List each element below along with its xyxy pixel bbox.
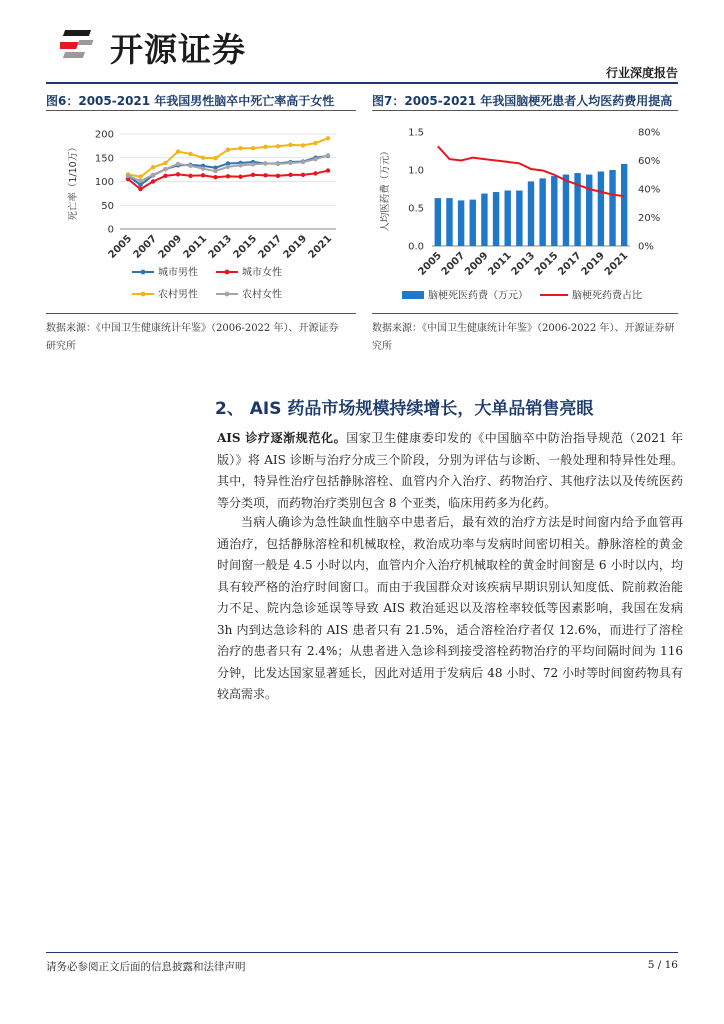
data-point — [238, 163, 242, 167]
x-tick-label: 2005 — [416, 250, 444, 278]
bar — [621, 164, 627, 246]
y-tick-label: 150 — [94, 153, 114, 165]
figure6-title: 图6：2005-2021 年我国男性脑卒中死亡率高于女性 — [46, 94, 335, 108]
x-tick-label: 2017 — [256, 233, 285, 261]
data-point — [326, 136, 330, 140]
bar — [528, 181, 534, 246]
legend-swatch — [402, 291, 424, 299]
data-point — [313, 141, 317, 145]
y-tick-label: 1.0 — [408, 165, 424, 177]
data-point — [263, 161, 267, 165]
data-point — [288, 143, 292, 147]
figure7-source: 数据来源：《中国卫生健康统计年鉴》（2006-2022 年）、开源证券研究所 — [372, 323, 675, 352]
y-tick-label: 50 — [101, 200, 114, 212]
data-point — [138, 175, 142, 179]
x-tick-label: 2011 — [181, 233, 210, 261]
report-type-label: 行业深度报告 — [605, 66, 678, 80]
paragraph-1 — [217, 428, 683, 514]
bar — [470, 200, 476, 246]
data-point — [151, 179, 155, 183]
legend-marker — [225, 270, 230, 275]
data-point — [201, 173, 205, 177]
logo-mark-icon — [60, 30, 93, 58]
x-tick-label: 2015 — [231, 233, 260, 261]
data-point — [288, 173, 292, 177]
legend-marker — [141, 292, 146, 297]
bar — [551, 176, 557, 246]
y-tick-label: 200 — [94, 129, 114, 141]
data-point — [238, 175, 242, 179]
legend-label: 农村女性 — [242, 289, 282, 301]
paragraph-1-body: 国家卫生健康委印发的《中国脑卒中防治指导规范（2021 年版）》将 AIS 诊断与治疗分成三个阶段，分别为评估与诊断、一般处理和特异性处理。其中，特异性治疗包括静脉溶栓、血管内介入治疗、药物治疗、其他疗法以及传统医药等分类项，而药物治疗类别包含 8 个亚类，临床用药多为化药。 — [217, 431, 683, 510]
y2-tick-label: 60% — [638, 156, 661, 167]
data-point — [176, 172, 180, 176]
y2-tick-label: 40% — [638, 184, 661, 196]
figure7-title: 图7：2005-2021 年我国脑梗死患者人均医药费用提高 — [372, 94, 673, 108]
x-tick-label: 2013 — [509, 250, 538, 278]
bar — [609, 170, 615, 246]
data-point — [188, 164, 192, 168]
x-tick-label: 2021 — [306, 233, 335, 261]
y-tick-label: 1.5 — [408, 127, 424, 139]
x-tick-label: 2009 — [463, 250, 491, 278]
data-point — [201, 166, 205, 170]
figure6-top-rule — [46, 110, 356, 111]
data-point — [326, 153, 330, 157]
data-point — [238, 146, 242, 150]
figure7-top-rule — [372, 110, 678, 111]
company-name: 开源证券 — [110, 30, 246, 69]
data-point — [151, 173, 155, 177]
data-point — [276, 144, 280, 148]
bar — [598, 172, 604, 246]
figure6-source: 数据来源：《中国卫生健康统计年鉴》（2006-2022 年）、开源证券研究所 — [46, 323, 339, 352]
paragraph-1-lead: AIS 诊疗逐渐规范化。 — [217, 431, 347, 445]
x-tick-label: 2009 — [156, 233, 185, 261]
legend-label: 城市女性 — [242, 267, 282, 279]
y-tick-label: 100 — [94, 177, 114, 188]
y-axis-label: 死亡率（1/10万） — [68, 142, 79, 221]
data-point — [138, 187, 142, 191]
bar — [586, 175, 592, 246]
data-point — [313, 171, 317, 175]
bar — [493, 192, 499, 246]
bar — [458, 200, 464, 246]
data-point — [176, 162, 180, 166]
data-point — [213, 156, 217, 160]
data-point — [213, 169, 217, 173]
figure6-bottom-rule — [46, 313, 356, 314]
data-point — [276, 162, 280, 166]
figure7-chart — [372, 114, 678, 309]
data-point — [163, 174, 167, 178]
data-point — [213, 175, 217, 179]
legend-marker — [225, 292, 230, 297]
page-number: 5 / 16 — [647, 959, 678, 971]
data-point — [138, 183, 142, 187]
data-point — [151, 165, 155, 169]
header-rule — [46, 82, 678, 84]
data-point — [163, 167, 167, 171]
bar — [563, 175, 569, 246]
data-point — [301, 160, 305, 164]
x-tick-label: 2019 — [579, 250, 608, 278]
data-point — [163, 161, 167, 165]
y-tick-label: 0.0 — [408, 241, 424, 253]
legend-label: 农村男性 — [158, 289, 198, 301]
data-point — [138, 179, 142, 183]
data-point — [201, 156, 205, 160]
paragraph-2: 当病人确诊为急性缺血性脑卒中患者后，最有效的治疗方法是时间窗内给予血管再通治疗，包括静脉溶栓和机械取栓，救治成功率与发病时间密切相关。静脉溶栓的黄金时间窗一般是 4.5 小时以内，血管内介入治疗机械取栓的黄金时间窗是 6 小时以内，均具有较严格的治疗时间窗口。而由于我国群众对该疾病早期识别认知度低、院前救治能力不足、院内急诊延误等导致 AIS 救治延迟以及溶栓率较低等因素影响，我国在发病 3h 内到达急诊科的 AIS 患者只有 21.5%，适合溶栓治疗者仅 12.6%，而进行了溶栓治疗的患者只有 2.4%；从患者进入急诊科到接受溶栓药物治疗的平均间隔时间为 116 分钟，比发达国家显著延长，因此对适用于发病后 48 小时、72 小时等时间窗药物具有较高需求。 — [217, 515, 683, 701]
data-point — [276, 174, 280, 178]
y-axis-label: 人均医药费（万元） — [380, 146, 391, 232]
bar — [446, 198, 452, 246]
bar — [505, 191, 511, 246]
footer-rule — [46, 952, 678, 953]
y-tick-label: 0 — [107, 224, 114, 236]
bar — [516, 191, 522, 246]
x-tick-label: 2013 — [206, 233, 235, 261]
data-point — [288, 161, 292, 165]
legend-label: 城市男性 — [158, 267, 198, 279]
x-tick-label: 2011 — [486, 250, 514, 278]
data-point — [176, 149, 180, 153]
data-point — [263, 145, 267, 149]
x-tick-label: 2019 — [281, 233, 310, 261]
x-tick-label: 2005 — [106, 233, 135, 261]
series-line-城市男性 — [128, 156, 328, 185]
bar — [539, 178, 545, 246]
x-tick-label: 2021 — [602, 250, 631, 278]
figure7-bottom-rule — [372, 313, 678, 314]
legend-label: 脑梗死医药费（万元） — [428, 290, 528, 302]
x-tick-label: 2015 — [532, 250, 561, 278]
x-tick-label: 2007 — [439, 250, 468, 278]
y2-tick-label: 80% — [638, 127, 661, 139]
footer-disclaimer: 请务必参阅正文后面的信息披露和法律声明 — [46, 961, 246, 973]
data-point — [263, 173, 267, 177]
data-point — [251, 146, 255, 150]
y-tick-label: 0.5 — [408, 203, 424, 215]
legend-label: 脑梗死药费占比 — [572, 290, 642, 302]
data-point — [251, 162, 255, 166]
data-point — [251, 173, 255, 177]
y2-tick-label: 0% — [638, 241, 654, 253]
data-point — [226, 165, 230, 169]
bar — [435, 198, 441, 246]
data-point — [188, 152, 192, 156]
figure6-chart — [46, 114, 356, 309]
data-point — [226, 174, 230, 178]
data-point — [226, 147, 230, 151]
legend-marker — [141, 270, 146, 275]
section-heading: 2、 AIS 药品市场规模持续增长，大单品销售亮眼 — [215, 399, 594, 419]
y2-tick-label: 20% — [638, 213, 661, 224]
bar — [481, 194, 487, 246]
x-tick-label: 2017 — [556, 250, 584, 278]
data-point — [126, 174, 130, 178]
x-tick-label: 2007 — [131, 233, 160, 261]
data-point — [301, 143, 305, 147]
data-point — [188, 174, 192, 178]
data-point — [313, 157, 317, 161]
data-point — [301, 173, 305, 177]
data-point — [326, 168, 330, 172]
